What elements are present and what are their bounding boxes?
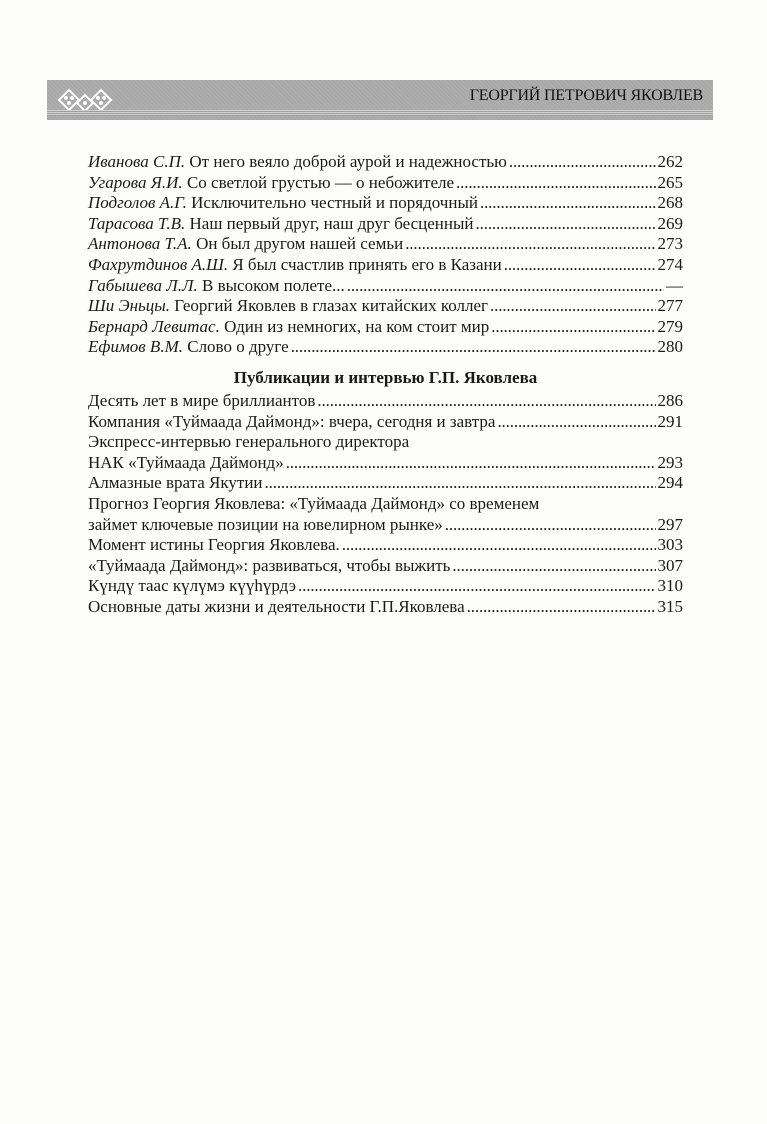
entry-title: От него веяло доброй аурой и надежностью [189,152,507,171]
entry-page: 277 [657,296,683,316]
entry-title: НАК «Туймаада Даймонд» [88,452,284,472]
toc-entry [88,234,683,255]
toc-entry-first-line [88,494,683,515]
entry-title: Момент истины Георгия Яковлева. [88,535,340,555]
entry-title-line1: Прогноз Георгия Яковлева: «Туймаада Даймонд» со временем [88,493,540,513]
entry-title: Исключительно честный и порядочный [191,193,478,213]
entry-author: Габышева Л.Л. [88,275,198,295]
entry-page: 303 [657,535,683,555]
toc-entry-first-line [88,432,683,453]
toc-entry [88,317,683,338]
memoirs-list [88,152,683,358]
entry-page: 297 [657,514,683,534]
entry-page: 280 [657,337,683,357]
entry-author: Ефимов В.М. [88,337,183,357]
entry-page: 293 [657,452,683,472]
entry-page: 265 [657,172,683,192]
entry-title: Георгий Яковлев в глазах китайских коллег [174,296,489,316]
toc-entry [88,597,683,618]
toc-entry [88,473,683,494]
entry-title: займет ключевые позиции на ювелирном рынке» [88,514,443,534]
entry-title: Слово о друге [187,337,289,357]
entry-author: Антонова Т.А. [88,234,192,254]
entry-author: Тарасова Т.В. [88,213,186,233]
entry-title: Наш первый друг, наш друг бесценный [189,213,474,233]
toc-entry [88,453,683,474]
entry-page: 310 [657,576,683,596]
section-heading: Публикации и интервью Г.П. Яковлева [233,368,538,387]
entry-page: 286 [657,391,683,410]
entry-title-line1: Экспресс-интервью генерального директора [88,432,410,452]
entry-page: 291 [657,411,683,431]
entry-title: Со светлой грустью — о небожителе [186,172,455,192]
entry-title: Компания «Туймаада Даймонд»: вчера, сегодня и завтра [88,411,496,431]
entry-title: Он был другом нашей семьи [196,234,404,254]
entry-author: Ши Эньцы. [88,296,171,316]
entry-page: 279 [657,316,683,336]
entry-title: Алмазные врата Якутии [88,473,263,493]
entry-title: Күндү таас күлүмэ күүһүрдэ [88,576,297,596]
toc-entry [88,576,683,597]
entry-title: Я был счастлив принять его в Казани [232,254,502,274]
toc-entry [88,276,683,297]
entry-page: 262 [657,152,683,171]
entry-author: Иванова С.П. [88,152,186,171]
entry-title: Десять лет в мире бриллиантов [88,391,316,410]
entry-page: 315 [657,596,683,616]
publications-list [88,391,683,618]
entry-page: 268 [657,193,683,213]
toc-entry [88,412,683,433]
running-header [47,80,713,120]
toc-entry [88,535,683,556]
toc-entry [88,152,683,173]
entry-page: 269 [657,213,683,233]
entry-page: 274 [657,254,683,274]
toc-entry [88,193,683,214]
entry-page: 273 [657,234,683,254]
toc-entry [88,556,683,577]
toc-entry [88,296,683,317]
entry-page: 307 [657,555,683,575]
toc-entry [88,173,683,194]
entry-title: В высоком полете... [201,275,345,295]
entry-author: Подголов А.Г. [88,193,187,213]
toc-entry [88,255,683,276]
entry-title: Один из немногих, на ком стоит мир [224,316,490,336]
header-title: ГЕОРГИЙ ПЕТРОВИЧ ЯКОВЛЕВ [469,87,703,104]
entry-author: Угарова Я.И. [88,172,183,192]
entry-author: Фахрутдинов А.Ш. [88,254,229,274]
toc-entry [88,214,683,235]
toc-entry [88,515,683,536]
toc-entry [88,391,683,412]
entry-title: «Туймаада Даймонд»: развиваться, чтобы выжить [88,555,451,575]
toc-entry [88,337,683,358]
header-stripes [47,110,713,116]
entry-author: Бернард Левитас. [88,316,220,336]
entry-page: 294 [657,473,683,493]
entry-page: — [666,275,683,295]
entry-title: Основные даты жизни и деятельности Г.П.Яковлева [88,596,465,616]
